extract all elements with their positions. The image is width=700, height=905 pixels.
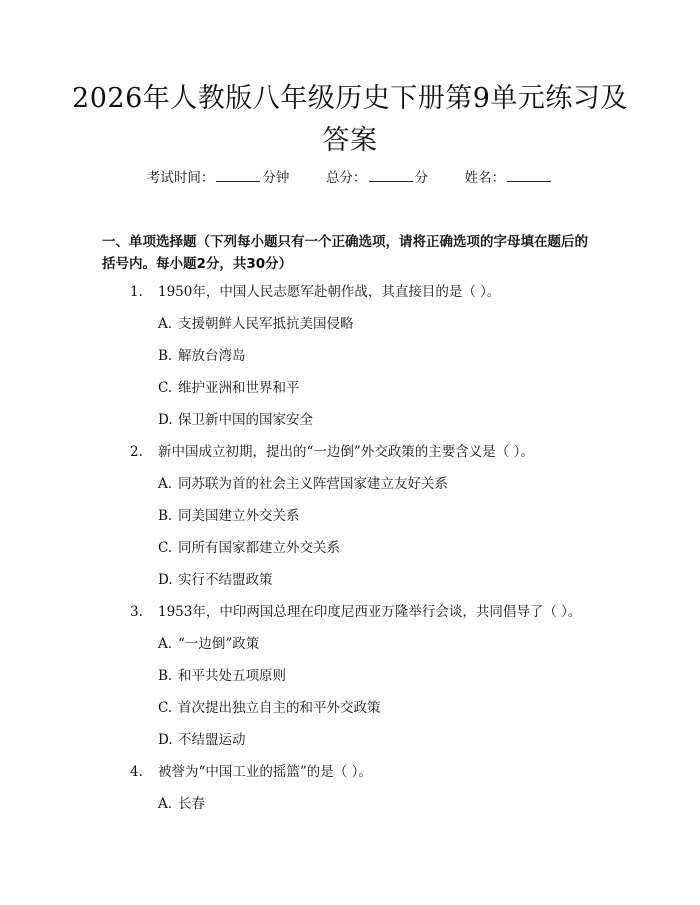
option-label: B. bbox=[158, 668, 173, 684]
option-text: 支援朝鲜人民军抵抗美国侵略 bbox=[178, 316, 354, 332]
page-title: 2026年人教版八年级历史下册第9单元练习及答案 bbox=[72, 83, 628, 156]
question-3 bbox=[130, 602, 581, 622]
option-label: B. bbox=[158, 508, 173, 524]
option-label: D. bbox=[158, 572, 173, 588]
option-text: 维护亚洲和世界和平 bbox=[178, 380, 300, 396]
question-1 bbox=[130, 282, 500, 302]
option-label: A. bbox=[158, 476, 173, 492]
option-3c bbox=[158, 698, 381, 718]
option-text: 同苏联为首的社会主义阵营国家建立友好关系 bbox=[178, 476, 448, 492]
question-2 bbox=[130, 442, 534, 462]
question-4 bbox=[130, 762, 372, 782]
option-1d bbox=[158, 410, 313, 430]
exam-time-blank bbox=[216, 168, 260, 182]
option-text: 同美国建立外交关系 bbox=[178, 508, 300, 524]
option-label: B. bbox=[158, 348, 173, 364]
option-text: “一边倒”政策 bbox=[178, 636, 260, 652]
question-text: 被誉为“中国工业的摇篮”的是（ ）。 bbox=[158, 764, 372, 780]
score-label: 总分： bbox=[326, 170, 367, 186]
option-text: 同所有国家都建立外交关系 bbox=[178, 540, 340, 556]
option-3d bbox=[158, 730, 246, 750]
option-text: 不结盟运动 bbox=[178, 732, 246, 748]
exam-time-unit: 分钟 bbox=[262, 170, 290, 186]
option-label: D. bbox=[158, 732, 173, 748]
option-2a bbox=[158, 474, 448, 494]
option-2b bbox=[158, 506, 300, 526]
option-text: 长春 bbox=[178, 796, 205, 812]
option-3b bbox=[158, 666, 286, 686]
option-1a bbox=[158, 314, 354, 334]
score-unit: 分 bbox=[414, 170, 428, 186]
option-text: 和平共处五项原则 bbox=[178, 668, 286, 684]
option-label: A. bbox=[158, 636, 173, 652]
option-1b bbox=[158, 346, 246, 366]
option-1c bbox=[158, 378, 300, 398]
option-4a bbox=[158, 794, 205, 814]
question-number: 4. bbox=[130, 764, 143, 780]
option-2d bbox=[158, 570, 273, 590]
option-text: 首次提出独立自主的和平外交政策 bbox=[178, 700, 381, 716]
option-label: C. bbox=[158, 540, 173, 556]
score-blank bbox=[369, 168, 413, 182]
option-label: A. bbox=[158, 796, 173, 812]
question-number: 3. bbox=[130, 604, 143, 620]
option-label: C. bbox=[158, 700, 173, 716]
exam-meta-line bbox=[0, 168, 700, 188]
option-3a bbox=[158, 634, 259, 654]
question-number: 1. bbox=[130, 284, 143, 300]
option-text: 实行不结盟政策 bbox=[178, 572, 273, 588]
exam-time-label: 考试时间： bbox=[146, 170, 215, 186]
name-blank bbox=[507, 168, 551, 182]
option-label: C. bbox=[158, 380, 173, 396]
section-heading: 一、单项选择题（下列每小题只有一个正确选项，请将正确选项的字母填在题后的括号内。每小题2分，共30分） bbox=[102, 234, 588, 272]
option-2c bbox=[158, 538, 340, 558]
option-text: 解放台湾岛 bbox=[178, 348, 246, 364]
option-label: D. bbox=[158, 412, 173, 428]
name-label: 姓名： bbox=[464, 170, 506, 186]
question-number: 2. bbox=[130, 444, 143, 460]
option-label: A. bbox=[158, 316, 173, 332]
question-text: 1953年，中印两国总理在印度尼西亚万隆举行会谈，共同倡导了（ ）。 bbox=[158, 604, 582, 620]
option-text: 保卫新中国的国家安全 bbox=[178, 412, 313, 428]
question-text: 1950年，中国人民志愿军赴朝作战，其直接目的是（ ）。 bbox=[158, 284, 501, 300]
question-text: 新中国成立初期，提出的“一边倒”外交政策的主要含义是（ ）。 bbox=[158, 444, 534, 460]
